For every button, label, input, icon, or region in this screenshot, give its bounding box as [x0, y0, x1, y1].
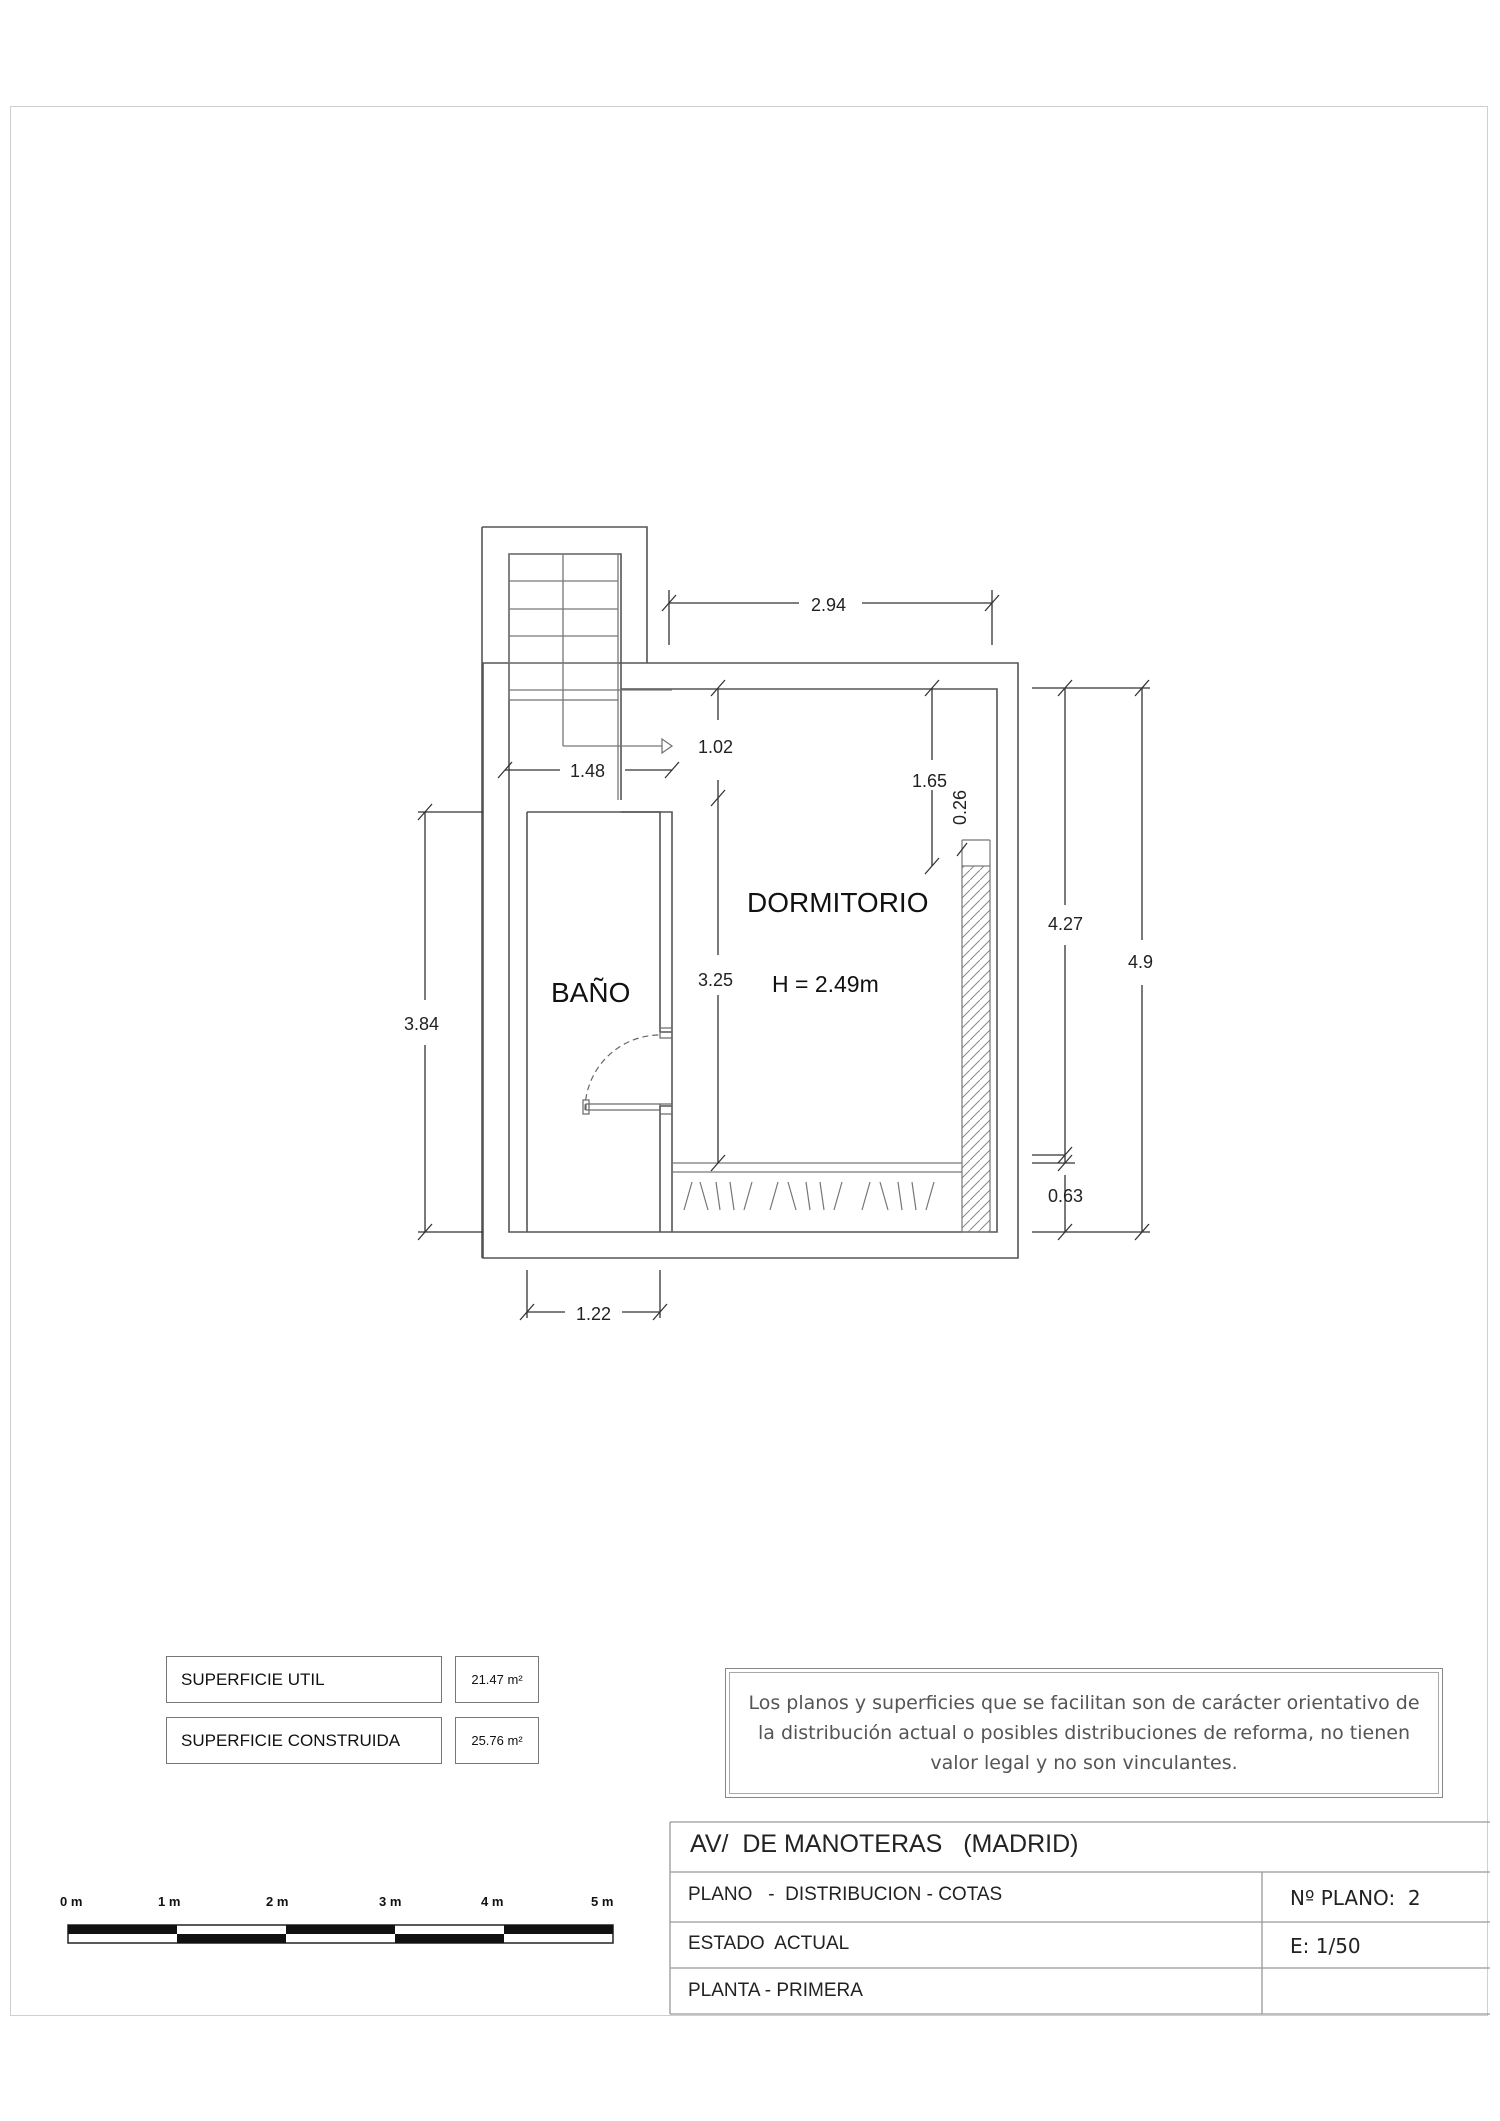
room-label-bano: BAÑO: [551, 977, 631, 1008]
disclaimer-box: [725, 1668, 1443, 1798]
dim-label-1-65: 1.65: [912, 771, 948, 791]
surface-util-label: SUPERFICIE UTIL: [166, 1656, 442, 1703]
scale-bar: [60, 1894, 613, 1943]
scale-label-5: 5 m: [591, 1894, 614, 1909]
title-plano: PLANO - DISTRIBUCION - COTAS: [688, 1884, 1003, 1905]
dim-label-3-84: 3.84: [404, 1014, 440, 1034]
wardrobe: [672, 1163, 962, 1210]
surface-construida-label: SUPERFICIE CONSTRUIDA: [166, 1717, 442, 1764]
dim-label-1-48: 1.48: [570, 761, 606, 781]
dim-label-2-94: 2.94: [811, 595, 847, 615]
dim-label-1-02: 1.02: [698, 737, 734, 757]
hatched-wall: [962, 866, 990, 1232]
dim-label-0-26: 0.26: [950, 789, 970, 825]
surface-util-value: 21.47 m²: [455, 1656, 539, 1703]
title-planta: PLANTA - PRIMERA: [688, 1980, 863, 2001]
bathroom-door: [583, 1028, 672, 1114]
room-height-note: H = 2.49m: [772, 971, 879, 997]
scale-label-0: 0 m: [60, 1894, 83, 1909]
title-estado: ESTADO ACTUAL: [688, 1933, 850, 1954]
scale-label-2: 2 m: [266, 1894, 289, 1909]
scale-label-1: 1 m: [158, 1894, 181, 1909]
room-label-dormitorio: DORMITORIO: [747, 887, 929, 918]
scale-label-3: 3 m: [379, 1894, 402, 1909]
title-escala: E: 1/50: [1290, 1934, 1361, 1958]
partition-bath: [527, 812, 660, 1232]
dim-label-3-25: 3.25: [698, 970, 734, 990]
dim-label-4-9: 4.9: [1128, 952, 1154, 972]
title-numero: Nº PLANO: 2: [1290, 1886, 1421, 1910]
dim-label-4-27: 4.27: [1048, 914, 1084, 934]
disclaimer-text: Los planos y superficies que se facilitan son de carácter orientativo de la distribución actual o posibles distribuciones de reforma, no tienen valor legal y no son vinculantes.: [729, 1672, 1439, 1794]
surface-construida-value: 25.76 m²: [455, 1717, 539, 1764]
dim-label-1-22: 1.22: [576, 1304, 612, 1324]
scale-label-4: 4 m: [481, 1894, 504, 1909]
title-address: AV/ DE MANOTERAS (MADRID): [690, 1830, 1079, 1858]
dim-label-0-63: 0.63: [1048, 1186, 1084, 1206]
